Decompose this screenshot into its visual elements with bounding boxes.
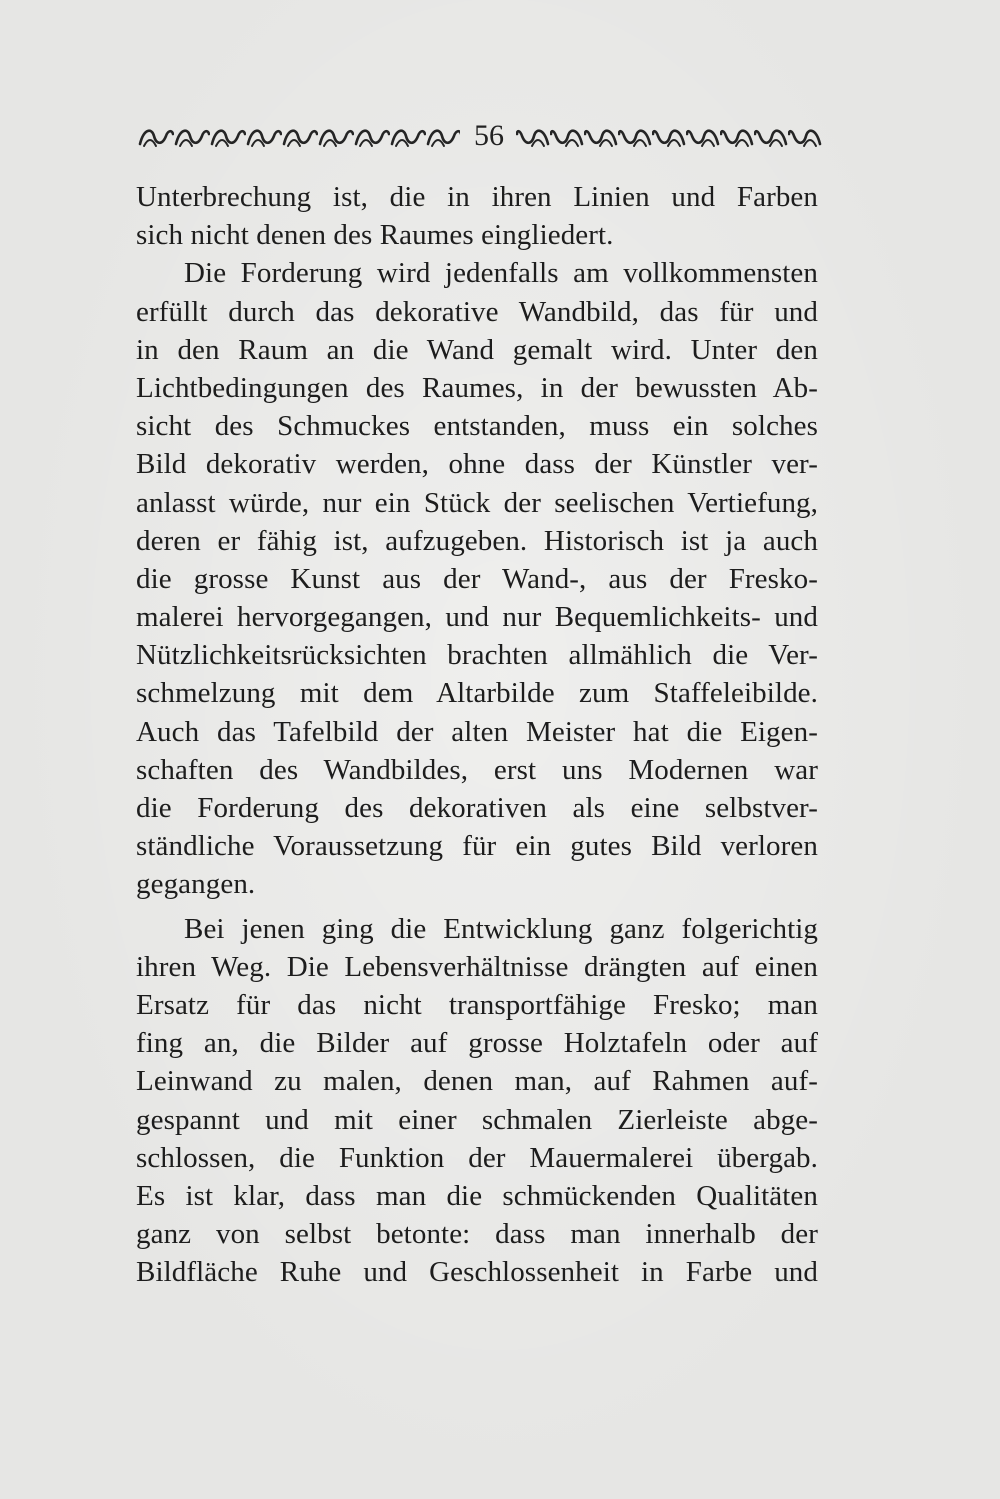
text-line: ihren Weg. Die Lebensverhältnisse drängten auf einen <box>136 950 818 983</box>
paragraph <box>136 178 818 254</box>
text-line: ganz von selbst betonte: dass man innerhalb der <box>136 1218 818 1251</box>
text-line: Die Forderung wird jedenfalls am vollkommensten <box>184 257 818 290</box>
text-line: Bild dekorativ werden, ohne dass der Künstler ver- <box>136 448 818 481</box>
text-line: ständliche Voraussetzung für ein gutes Bild verloren <box>136 830 818 863</box>
paragraph <box>136 254 818 903</box>
ornament-border-right-icon <box>516 124 822 150</box>
text-line: Unterbrechung ist, die in ihren Linien und Farben <box>136 181 818 213</box>
text-line: deren er fähig ist, aufzugeben. Historisch ist ja auch <box>136 524 818 557</box>
ornament-border-left-icon <box>138 124 460 150</box>
text-line: Bei jenen ging die Entwicklung ganz folgerichtig <box>184 912 818 945</box>
text-line: schmelzung mit dem Altarbilde zum Staffeleibilde. <box>136 677 818 710</box>
text-line: sicht des Schmuckes entstanden, muss ein solches <box>136 410 818 443</box>
text-line: Es ist klar, dass man die schmückenden Qualitäten <box>136 1179 818 1212</box>
text-line: Leinwand zu malen, denen man, auf Rahmen auf- <box>136 1065 818 1098</box>
text-line: schaften des Wandbildes, erst uns Modernen war <box>136 753 818 786</box>
text-line: gegangen. <box>136 868 256 901</box>
text-line: schlossen, die Funktion der Mauermalerei übergab. <box>136 1141 818 1174</box>
text-line: Bildfläche Ruhe und Geschlossenheit in Farbe und <box>136 1256 818 1289</box>
text-line: die Forderung des dekorativen als eine selbstver- <box>136 792 818 824</box>
text-line: fing an, die Bilder auf grosse Holztafeln oder auf <box>136 1027 818 1060</box>
text-line: erfüllt durch das dekorative Wandbild, das für und <box>136 295 818 328</box>
page-number: 56 <box>474 119 504 152</box>
text-line: Ersatz für das nicht transportfähige Fresko; man <box>136 988 818 1021</box>
text-line: in den Raum an die Wand gemalt wird. Unter den <box>136 333 818 366</box>
page-header <box>138 116 822 156</box>
body-text <box>136 178 818 1291</box>
text-line: die grosse Kunst aus der Wand-, aus der Fresko- <box>136 562 818 595</box>
text-line: Nützlichkeitsrücksichten brachten allmählich die Ver- <box>136 639 818 672</box>
text-line: Auch das Tafelbild der alten Meister hat die Eigen- <box>136 715 818 748</box>
text-line: malerei hervorgegangen, und nur Bequemlichkeits- und <box>136 601 818 634</box>
text-line: sich nicht denen des Raumes eingliedert. <box>136 219 614 252</box>
text-line: Lichtbedingungen des Raumes, in der bewussten Ab- <box>136 371 818 404</box>
text-line: anlasst würde, nur ein Stück der seelischen Vertiefung, <box>136 486 818 519</box>
paragraph <box>136 910 818 1292</box>
text-line: gespannt und mit einer schmalen Zierleiste abge- <box>136 1103 818 1136</box>
